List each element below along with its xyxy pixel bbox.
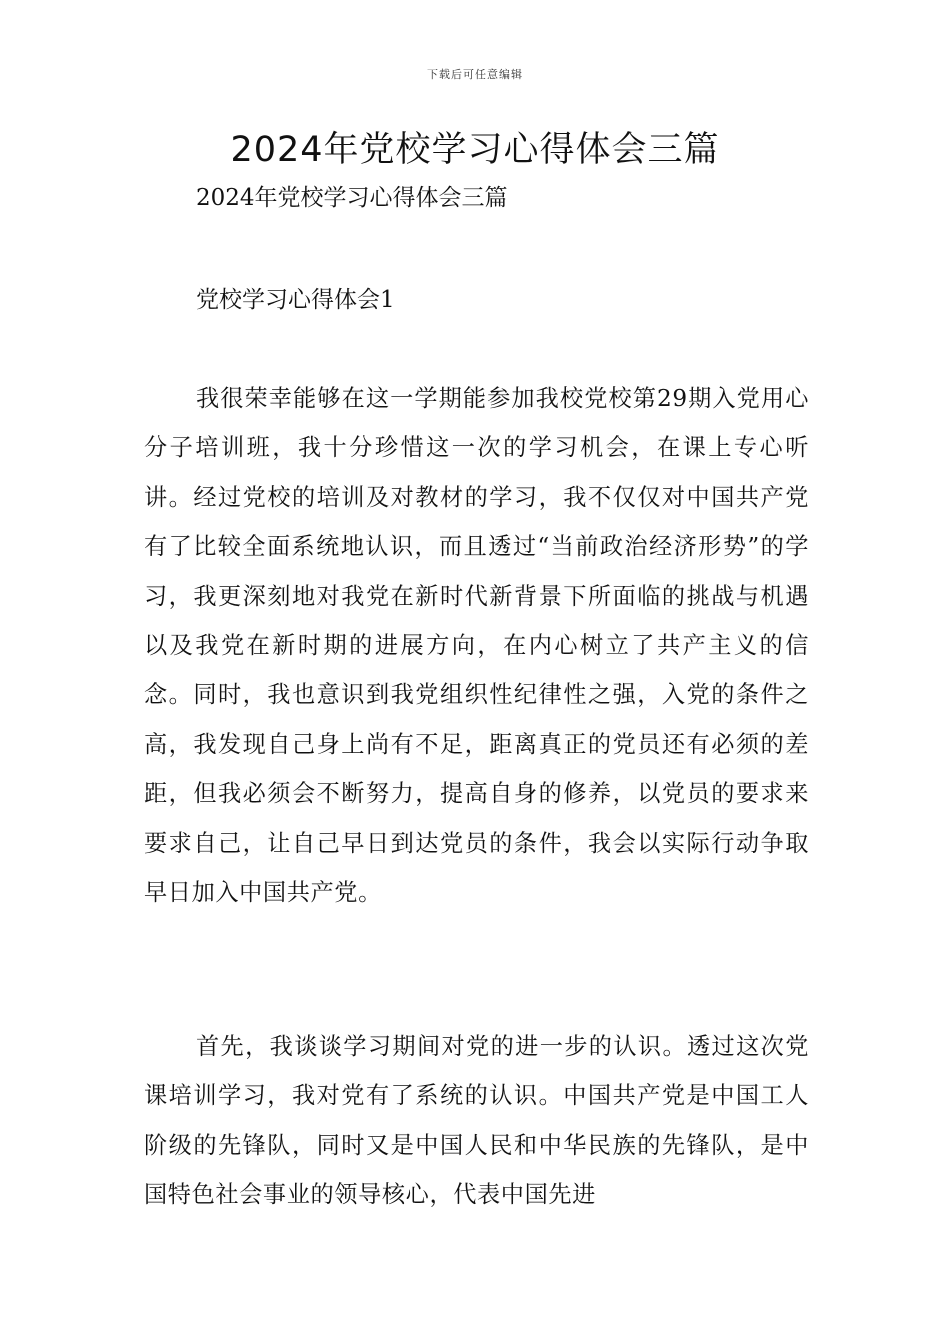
- section-heading: 党校学习心得体会1: [196, 287, 395, 313]
- document-title: 2024年党校学习心得体会三篇: [230, 130, 720, 170]
- body-paragraph-1: 我很荣幸能够在这一学期能参加我校党校第29期入党用心分子培训班，我十分珍惜这一次的学习机会，在课上专心听讲。经过党校的培训及对教材的学习，我不仅仅对中国共产党有了比较全面系统地认识，而且透过“当前政治经济形势”的学习，我更深刻地对我党在新时代新背景下所面临的挑战与机遇以及我党在新时期的进展方向，在内心树立了共产主义的信念。同时，我也意识到我党组织性纪律性之强，入党的条件之高，我发现自己身上尚有不足，距离真正的党员还有必须的差距，但我必须会不断努力，提高自身的修养，以党员的要求来要求自己，让自己早日到达党员的条件，我会以实际行动争取早日加入中国共产党。: [144, 385, 809, 907]
- document-subtitle: 2024年党校学习心得体会三篇: [196, 185, 508, 211]
- header-note: 下载后可任意编辑: [427, 68, 523, 81]
- body-paragraph-2: 首先，我谈谈学习期间对党的进一步的认识。透过这次党课培训学习，我对党有了系统的认识。中国共产党是中国工人阶级的先锋队，同时又是中国人民和中华民族的先锋队，是中国特色社会事业的领导核心，代表中国先进: [144, 1033, 809, 1209]
